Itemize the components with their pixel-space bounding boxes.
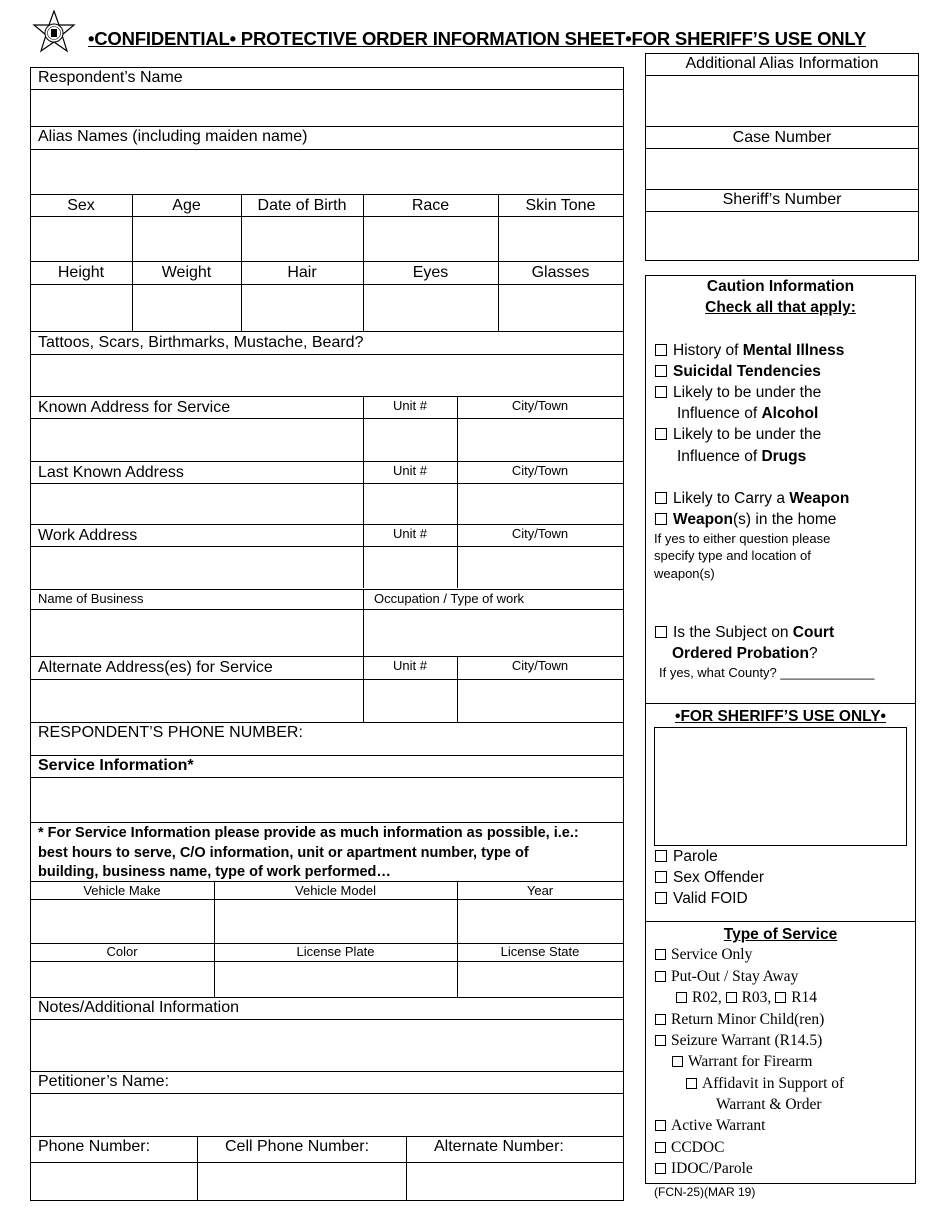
checkbox[interactable] <box>655 344 667 356</box>
vehicle-model-label: Vehicle Model <box>295 883 376 898</box>
county-field[interactable]: If yes, what County? _____________ <box>659 665 875 680</box>
last-known-address-label: Last Known Address <box>38 464 184 481</box>
alcohol-option-line2: Influence of Alcohol <box>677 405 819 422</box>
weapon-home-option[interactable]: Weapon(s) in the home <box>655 511 836 529</box>
alias-names-field[interactable] <box>31 150 623 194</box>
respondent-name-field[interactable] <box>31 90 623 126</box>
skin-tone-label: Skin Tone <box>525 197 596 214</box>
petitioner-phone-label: Phone Number: <box>38 1138 151 1155</box>
valid-foid-option[interactable]: Valid FOID <box>655 890 748 908</box>
hair-label: Hair <box>287 264 317 281</box>
city-label: City/Town <box>511 463 569 478</box>
checkbox[interactable] <box>655 949 666 960</box>
cell-phone-label: Cell Phone Number: <box>225 1138 370 1155</box>
checkbox[interactable] <box>655 428 667 440</box>
checkbox[interactable] <box>655 492 667 504</box>
unit-label: Unit # <box>393 398 427 413</box>
caution-subtitle: Check all that apply: <box>705 299 856 316</box>
glasses-label: Glasses <box>531 264 590 281</box>
vehicle-color-label: Color <box>106 944 138 959</box>
eyes-label: Eyes <box>412 264 449 281</box>
checkbox[interactable] <box>655 892 667 904</box>
known-address-label: Known Address for Service <box>38 399 231 416</box>
checkbox[interactable] <box>676 992 687 1003</box>
sheriff-badge-icon <box>32 10 76 56</box>
weapon-note: If yes to either question please <box>654 531 831 546</box>
unit-label: Unit # <box>393 658 427 673</box>
probation-option-line2: Ordered Probation? <box>672 645 818 662</box>
service-only-option[interactable]: Service Only <box>655 946 752 964</box>
unit-label: Unit # <box>393 463 427 478</box>
checkbox[interactable] <box>655 513 667 525</box>
respondent-name-label: Respondent’s Name <box>38 69 183 86</box>
mental-illness-option[interactable]: History of Mental Illness <box>655 342 844 360</box>
caution-title: Caution Information <box>706 278 855 295</box>
city-label: City/Town <box>511 526 569 541</box>
drugs-option[interactable]: Likely to be under the <box>655 426 821 444</box>
return-minor-option[interactable]: Return Minor Child(ren) <box>655 1011 824 1029</box>
type-of-service-title: Type of Service <box>723 926 838 943</box>
checkbox[interactable] <box>655 1142 666 1153</box>
checkbox[interactable] <box>775 992 786 1003</box>
occupation-label: Occupation / Type of work <box>374 591 525 606</box>
checkbox[interactable] <box>655 1163 666 1174</box>
parole-option[interactable]: Parole <box>655 848 718 866</box>
work-address-label: Work Address <box>38 527 138 544</box>
drugs-option-line2: Influence of Drugs <box>677 448 807 465</box>
height-label: Height <box>57 264 105 281</box>
checkbox[interactable] <box>655 1014 666 1025</box>
tattoos-label: Tattoos, Scars, Birthmarks, Mustache, Beard? <box>38 334 364 351</box>
seizure-warrant-option[interactable]: Seizure Warrant (R14.5) <box>655 1032 822 1050</box>
weapon-note: weapon(s) <box>654 566 715 581</box>
alternate-number-label: Alternate Number: <box>434 1138 564 1155</box>
vehicle-year-label: Year <box>526 883 554 898</box>
r-codes-options[interactable]: R02, R03, R14 <box>676 989 817 1007</box>
checkbox[interactable] <box>686 1078 697 1089</box>
checkbox[interactable] <box>655 850 667 862</box>
alternate-address-label: Alternate Address(es) for Service <box>38 659 273 676</box>
checkbox[interactable] <box>655 626 667 638</box>
checkbox[interactable] <box>655 365 667 377</box>
vehicle-make-label: Vehicle Make <box>83 883 161 898</box>
age-label: Age <box>172 197 201 214</box>
business-name-label: Name of Business <box>38 591 144 606</box>
date-of-birth-label: Date of Birth <box>257 197 347 214</box>
service-info-label: Service Information* <box>38 757 194 774</box>
form-code: (FCN-25)(MAR 19) <box>654 1185 756 1199</box>
checkbox[interactable] <box>655 871 667 883</box>
city-label: City/Town <box>511 398 569 413</box>
active-warrant-option[interactable]: Active Warrant <box>655 1117 765 1135</box>
page-title: •CONFIDENTIAL• PROTECTIVE ORDER INFORMATION SHEET•FOR SHERIFF’S USE ONLY <box>88 28 866 49</box>
service-note: best hours to serve, C/O information, unit or apartment number, type of <box>38 845 529 861</box>
suicidal-option[interactable]: Suicidal Tendencies <box>655 363 821 381</box>
firearm-warrant-option[interactable]: Warrant for Firearm <box>672 1053 812 1071</box>
ccdoc-option[interactable]: CCDOC <box>655 1139 724 1157</box>
service-note: building, business name, type of work performed… <box>38 864 391 880</box>
city-label: City/Town <box>511 658 569 673</box>
sheriff-use-box[interactable] <box>654 727 907 846</box>
idoc-parole-option[interactable]: IDOC/Parole <box>655 1160 753 1178</box>
case-info-box <box>645 53 919 261</box>
sheriff-use-title: •FOR SHERIFF’S USE ONLY• <box>675 708 886 725</box>
checkbox[interactable] <box>655 386 667 398</box>
service-note: * For Service Information please provide as much information as possible, i.e.: <box>38 825 579 841</box>
probation-option[interactable]: Is the Subject on Court <box>655 624 834 642</box>
sheriff-number-label: Sheriff’s Number <box>722 191 842 208</box>
petitioner-name-label: Petitioner’s Name: <box>38 1073 170 1090</box>
license-plate-label: License Plate <box>296 944 375 959</box>
checkbox[interactable] <box>655 1035 666 1046</box>
phone-number-label: RESPONDENT’S PHONE NUMBER: <box>38 724 303 741</box>
affidavit-option-line2: Warrant & Order <box>716 1096 822 1113</box>
notes-label: Notes/Additional Information <box>38 999 239 1016</box>
checkbox[interactable] <box>655 971 666 982</box>
sex-label: Sex <box>67 197 95 214</box>
carry-weapon-option[interactable]: Likely to Carry a Weapon <box>655 490 849 508</box>
case-number-label: Case Number <box>732 129 832 146</box>
weapon-note: specify type and location of <box>654 548 811 563</box>
license-state-label: License State <box>500 944 580 959</box>
checkbox[interactable] <box>726 992 737 1003</box>
affidavit-option[interactable]: Affidavit in Support of <box>686 1075 844 1093</box>
unit-label: Unit # <box>393 526 427 541</box>
sex-offender-option[interactable]: Sex Offender <box>655 869 764 887</box>
alias-names-label: Alias Names (including maiden name) <box>38 128 308 145</box>
additional-alias-label: Additional Alias Information <box>685 55 879 72</box>
alcohol-option[interactable]: Likely to be under the <box>655 384 821 402</box>
weight-label: Weight <box>161 264 212 281</box>
checkbox[interactable] <box>655 1120 666 1131</box>
checkbox[interactable] <box>672 1056 683 1067</box>
race-label: Race <box>411 197 450 214</box>
put-out-option[interactable]: Put-Out / Stay Away <box>655 968 798 986</box>
